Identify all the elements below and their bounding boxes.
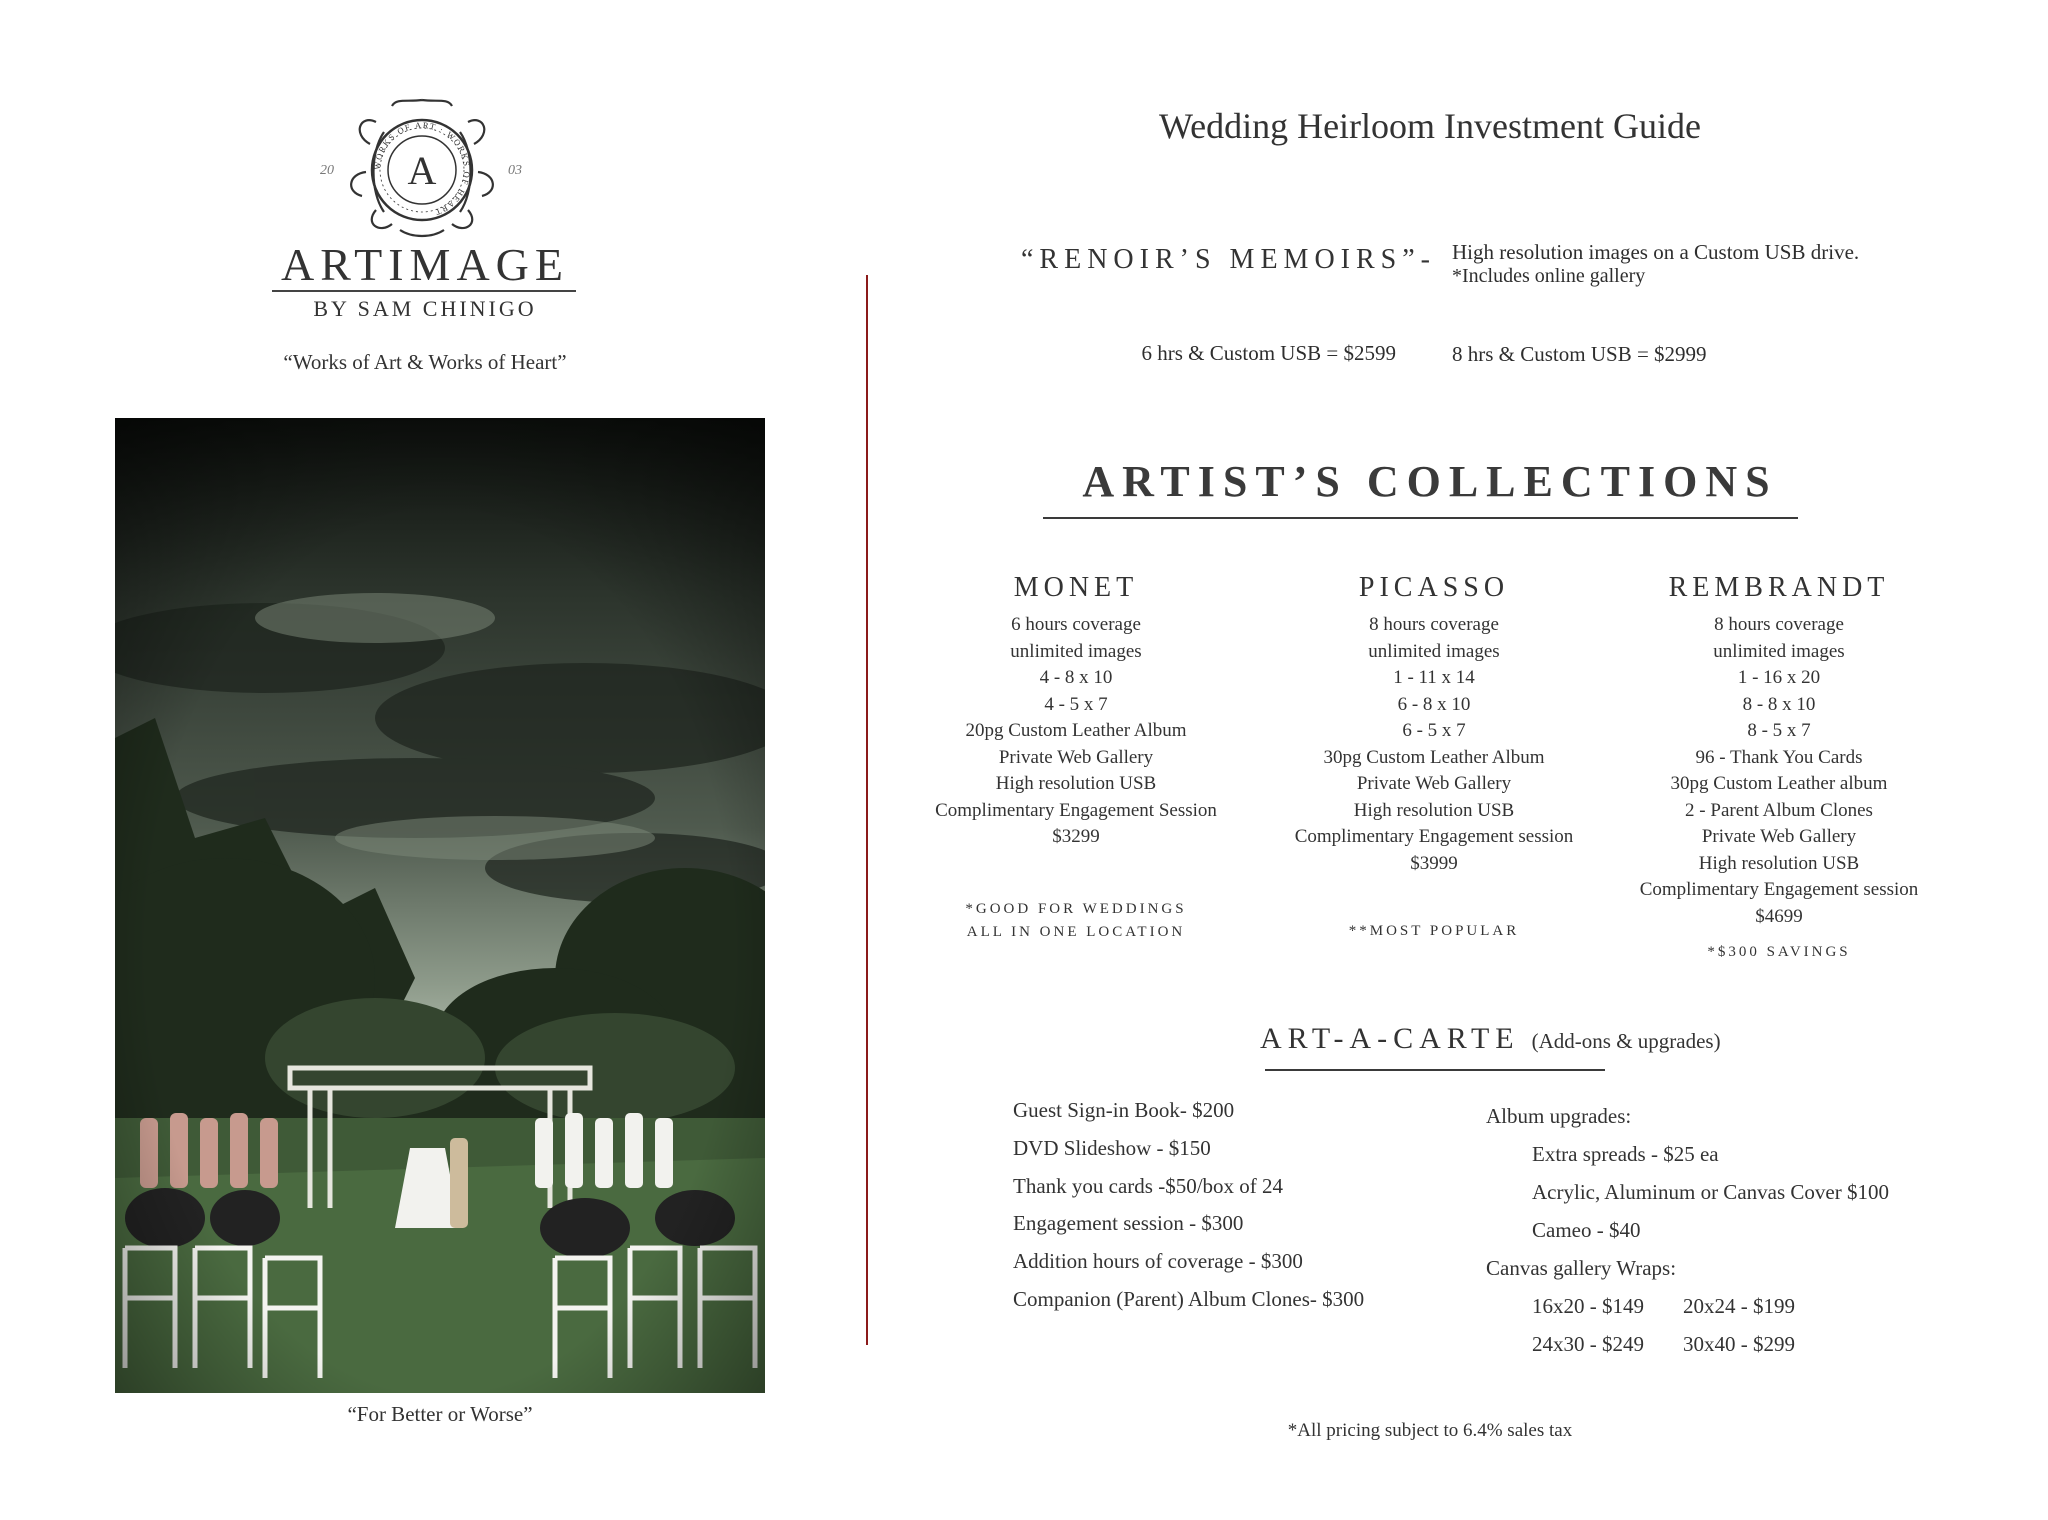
package-item: unlimited images bbox=[1010, 640, 1142, 662]
package-item: Private Web Gallery bbox=[998, 746, 1154, 768]
package-item: Private Web Gallery bbox=[1356, 773, 1512, 794]
artacarte-subtitle: (Add-ons & upgrades) bbox=[1531, 1029, 1721, 1053]
artacarte-underline bbox=[1265, 1069, 1605, 1071]
brand-name: ARTIMAGE bbox=[281, 239, 569, 290]
package-name: PICASSO bbox=[1358, 572, 1510, 603]
package-item: Complimentary Engagement session bbox=[1294, 826, 1574, 847]
photo-caption: “For Better or Worse” bbox=[347, 1402, 533, 1426]
package-name: REMBRANDT bbox=[1668, 572, 1890, 603]
package-note: *GOOD FOR WEDDINGS bbox=[965, 901, 1187, 917]
package-price: $3999 bbox=[1410, 852, 1458, 874]
addon-item: Companion (Parent) Album Clones- $300 bbox=[1013, 1287, 1365, 1311]
package-item: 6 hours coverage bbox=[1011, 614, 1141, 635]
package-item: 8 - 5 x 7 bbox=[1747, 720, 1811, 741]
package-item: Complimentary Engagement session bbox=[1639, 879, 1919, 900]
canvas-wraps-heading: Canvas gallery Wraps: bbox=[1486, 1256, 1677, 1280]
package-price: $3299 bbox=[1052, 826, 1100, 847]
addon-item: DVD Slideshow - $150 bbox=[1013, 1136, 1211, 1160]
package-item: 6 - 8 x 10 bbox=[1397, 693, 1471, 715]
package-note: **MOST POPULAR bbox=[1348, 923, 1520, 939]
collections-heading: ARTIST’S COLLECTIONS bbox=[1082, 457, 1778, 506]
artacarte-header bbox=[1260, 1022, 1780, 1056]
package-item: Private Web Gallery bbox=[1701, 826, 1857, 847]
sales-tax-footnote: *All pricing subject to 6.4% sales tax bbox=[1287, 1420, 1573, 1441]
package-item: 8 hours coverage bbox=[1714, 614, 1844, 635]
column-divider bbox=[866, 275, 868, 1345]
package-item: High resolution USB bbox=[1698, 852, 1860, 874]
canvas-wrap-item: 16x20 - $149 bbox=[1532, 1294, 1644, 1318]
collections-underline bbox=[1043, 517, 1798, 519]
album-upgrade-item: Extra spreads - $25 ea bbox=[1532, 1142, 1719, 1166]
album-upgrades-heading: Album upgrades: bbox=[1486, 1104, 1632, 1128]
renoir-option-6hrs: 6 hrs & Custom USB = $2599 bbox=[1141, 341, 1396, 365]
package-note: *$300 SAVINGS bbox=[1707, 944, 1851, 960]
brand-underline bbox=[272, 290, 576, 292]
guide-title: Wedding Heirloom Investment Guide bbox=[1159, 106, 1701, 146]
package-item: 4 - 5 x 7 bbox=[1044, 693, 1108, 715]
package-item: High resolution USB bbox=[995, 773, 1157, 794]
package-item: 30pg Custom Leather album bbox=[1670, 773, 1888, 794]
package-rembrandt bbox=[1609, 570, 1949, 960]
package-item: 96 - Thank You Cards bbox=[1695, 746, 1863, 768]
artacarte-title: ART-A-CARTE bbox=[1260, 1022, 1520, 1055]
album-upgrade-item: Acrylic, Aluminum or Canvas Cover $100 bbox=[1532, 1180, 1889, 1204]
addon-item: Addition hours of coverage - $300 bbox=[1013, 1249, 1303, 1273]
package-item: unlimited images bbox=[1713, 640, 1845, 662]
package-item: unlimited images bbox=[1368, 640, 1500, 662]
addon-item: Engagement session - $300 bbox=[1013, 1211, 1244, 1235]
package-item: 4 - 8 x 10 bbox=[1039, 667, 1113, 688]
artimage-crest-logo bbox=[300, 92, 544, 242]
brand-tagline: “Works of Art & Works of Heart” bbox=[283, 350, 567, 374]
renoir-gallery-note: *Includes online gallery bbox=[1452, 265, 1646, 287]
canvas-wrap-item: 24x30 - $249 bbox=[1532, 1332, 1644, 1356]
package-name: MONET bbox=[1013, 572, 1139, 603]
renoir-option-8hrs: 8 hrs & Custom USB = $2999 bbox=[1452, 342, 1707, 366]
package-item: 8 - 8 x 10 bbox=[1742, 693, 1816, 715]
crest-monogram: A bbox=[407, 148, 437, 193]
crest-year-right: 03 bbox=[508, 163, 522, 178]
addon-item: Guest Sign-in Book- $200 bbox=[1013, 1098, 1235, 1122]
package-item: 2 - Parent Album Clones bbox=[1685, 799, 1873, 821]
package-item: 8 hours coverage bbox=[1369, 614, 1499, 635]
package-item: 30pg Custom Leather Album bbox=[1323, 746, 1545, 768]
canvas-wrap-item: 20x24 - $199 bbox=[1683, 1294, 1795, 1318]
package-item: 6 - 5 x 7 bbox=[1402, 720, 1466, 741]
canvas-wrap-item: 30x40 - $299 bbox=[1683, 1332, 1795, 1356]
wedding-ceremony-photo bbox=[115, 418, 765, 1393]
renoir-package-name: “RENOIR’S MEMOIRS”- bbox=[1021, 244, 1436, 275]
package-note: ALL IN ONE LOCATION bbox=[966, 924, 1186, 940]
addon-item: Thank you cards -$50/box of 24 bbox=[1013, 1174, 1284, 1198]
package-monet bbox=[906, 570, 1246, 940]
crest-ring-text: WORKS OF ART · WORKS OF HEART bbox=[371, 119, 473, 218]
album-upgrade-item: Cameo - $40 bbox=[1532, 1218, 1641, 1242]
package-item: 1 - 11 x 14 bbox=[1393, 667, 1475, 688]
package-item: Complimentary Engagement Session bbox=[935, 799, 1217, 821]
crest-year-left: 20 bbox=[320, 163, 334, 178]
package-item: 20pg Custom Leather Album bbox=[965, 720, 1187, 741]
package-price: $4699 bbox=[1755, 905, 1803, 927]
package-item: 1 - 16 x 20 bbox=[1737, 667, 1821, 688]
package-picasso bbox=[1264, 570, 1604, 939]
package-item: High resolution USB bbox=[1353, 799, 1515, 821]
renoir-description: High resolution images on a Custom USB drive. bbox=[1452, 240, 1860, 264]
brand-byline: BY SAM CHINIGO bbox=[313, 296, 537, 321]
